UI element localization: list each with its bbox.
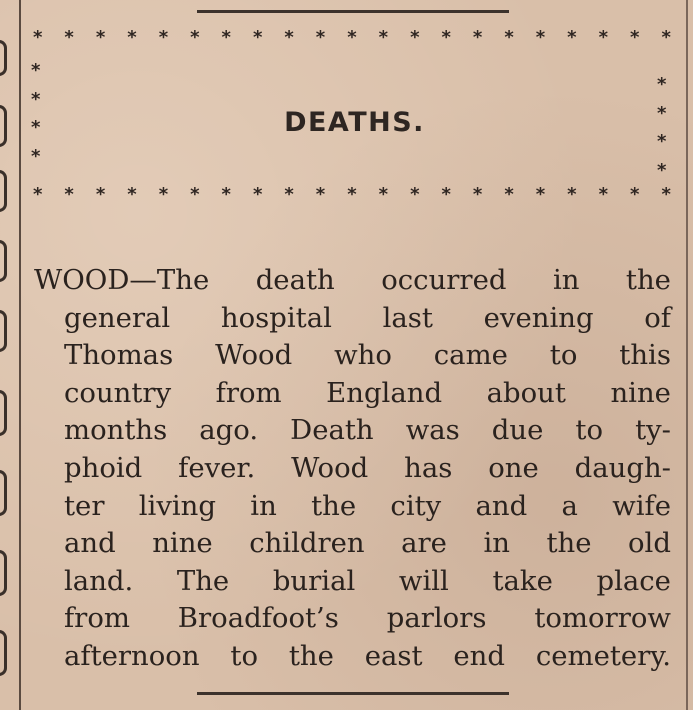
obituary-word: Thomas	[64, 339, 174, 372]
obituary-word: this	[619, 339, 671, 372]
obituary-word: evening	[483, 301, 594, 334]
letter-fragment	[0, 40, 7, 76]
obituary-word: England	[326, 376, 443, 409]
obituary-word: the	[546, 527, 592, 560]
obituary-word: land.	[64, 564, 134, 597]
obituary-word: in	[250, 489, 277, 522]
star-ornament: *	[31, 117, 41, 139]
obituary-word: due	[491, 414, 544, 447]
star-ornament: *	[252, 27, 263, 48]
obituary-word: to	[230, 639, 259, 672]
star-ornament: *	[472, 184, 483, 205]
star-ornament: *	[284, 184, 294, 205]
top-rule	[197, 10, 509, 13]
obituary-word: ty-	[635, 414, 671, 447]
star-ornament: *	[190, 184, 200, 205]
obituary-word: was	[405, 414, 460, 447]
star-ornament: *	[315, 184, 326, 205]
star-ornament: *	[221, 184, 231, 205]
bottom-rule	[197, 692, 509, 695]
letter-fragment	[0, 310, 7, 352]
obituary-word: of	[644, 301, 671, 334]
obituary-word: children	[249, 527, 365, 560]
star-ornament: *	[657, 159, 667, 181]
star-ornament: *	[127, 27, 137, 48]
star-ornament: *	[410, 27, 420, 48]
obituary-word: to	[549, 339, 578, 372]
star-ornament: *	[64, 27, 74, 48]
star-ornament: *	[252, 184, 263, 205]
obituary-word: nine	[610, 376, 671, 409]
obituary-word: death	[255, 264, 335, 296]
obituary-word: daugh-	[574, 451, 671, 484]
obituary-word: burial	[272, 564, 356, 597]
obituary-line	[34, 525, 671, 563]
star-ornament: *	[95, 184, 106, 205]
obituary-word: The	[176, 564, 230, 597]
obituary-word: tomorrow	[534, 602, 671, 635]
star-ornament: *	[378, 27, 389, 48]
star-ornament: *	[661, 184, 671, 205]
obituary-word: months	[64, 414, 168, 447]
star-ornament: *	[31, 145, 41, 167]
star-ornament: *	[190, 27, 200, 48]
obituary-word: WOOD—The	[34, 264, 210, 296]
obituary-word: will	[398, 564, 449, 597]
star-ornament: *	[33, 27, 43, 48]
star-ornament: *	[127, 184, 137, 205]
obituary-word: to	[575, 414, 604, 447]
obituary-line	[34, 412, 671, 450]
star-ornament: *	[567, 184, 577, 205]
obituary-word: nine	[152, 527, 213, 560]
star-border-top	[33, 29, 671, 47]
star-ornament: *	[535, 184, 546, 205]
obituary-word: old	[627, 527, 671, 560]
obituary-word: a	[561, 489, 578, 522]
star-ornament: *	[221, 27, 231, 48]
obituary-word: occurred	[381, 264, 507, 296]
star-ornament: *	[33, 184, 43, 205]
star-ornament: *	[657, 131, 667, 153]
star-ornament: *	[95, 27, 106, 48]
obituary-word: last	[382, 301, 433, 334]
star-ornament: *	[504, 27, 514, 48]
star-ornament: *	[657, 102, 667, 124]
star-border-bottom	[33, 186, 671, 204]
obituary-line	[34, 600, 671, 638]
star-ornament: *	[158, 27, 169, 48]
obituary-line	[34, 638, 671, 676]
obituary-word: the	[311, 489, 357, 522]
obituary-text	[34, 262, 671, 676]
obituary-word: came	[433, 339, 508, 372]
obituary-word: country	[64, 376, 172, 409]
letter-fragment	[0, 240, 7, 282]
obituary-word: Broadfoot’s	[177, 602, 339, 635]
star-ornament: *	[661, 27, 671, 48]
obituary-word: place	[596, 564, 671, 597]
star-ornament: *	[410, 184, 420, 205]
obituary-line	[34, 337, 671, 375]
obituary-word: east	[364, 639, 423, 672]
letter-fragment	[0, 390, 7, 436]
obituary-line	[34, 488, 671, 526]
obituary-line	[34, 375, 671, 413]
obituary-line	[34, 262, 671, 300]
star-ornament: *	[630, 184, 640, 205]
star-ornament: *	[657, 74, 667, 95]
star-ornament: *	[504, 184, 514, 205]
obituary-word: from	[64, 602, 130, 635]
star-ornament: *	[535, 27, 546, 48]
star-ornament: *	[472, 27, 483, 48]
obituary-word: who	[334, 339, 392, 372]
star-ornament: *	[315, 27, 326, 48]
star-ornament: *	[598, 184, 609, 205]
obituary-word: hospital	[220, 301, 332, 334]
obituary-word: ter	[64, 489, 105, 522]
obituary-word: the	[288, 639, 334, 672]
obituary-word: and	[475, 489, 528, 522]
obituary-word: city	[390, 489, 442, 522]
obituary-line	[34, 450, 671, 488]
star-ornament: *	[598, 27, 609, 48]
star-ornament: *	[347, 184, 357, 205]
obituary-word: ago.	[199, 414, 259, 447]
obituary-line	[34, 563, 671, 601]
obituary-word: wife	[612, 489, 671, 522]
section-heading-text: DEATHS.	[284, 107, 425, 138]
section-heading	[0, 102, 693, 138]
obituary-word: Death	[290, 414, 374, 447]
obituary-word: and	[64, 527, 116, 560]
star-ornament: *	[567, 27, 577, 48]
obituary-word: take	[492, 564, 553, 597]
star-ornament: *	[64, 184, 74, 205]
star-ornament: *	[441, 184, 451, 205]
star-ornament: *	[630, 27, 640, 48]
letter-fragment	[0, 470, 7, 516]
obituary-word: has	[404, 451, 453, 484]
star-ornament: *	[347, 27, 357, 48]
obituary-word: in	[483, 527, 510, 560]
obituary-word: in	[552, 264, 580, 296]
obituary-word: the	[625, 264, 671, 296]
letter-fragment	[0, 550, 7, 596]
obituary-word: living	[138, 489, 217, 522]
obituary-word: general	[64, 301, 171, 334]
obituary-word: one	[488, 451, 539, 484]
star-ornament: *	[158, 184, 169, 205]
star-ornament: *	[441, 27, 451, 48]
letter-fragment	[0, 170, 7, 212]
obituary-word: from	[215, 376, 282, 409]
obituary-word: parlors	[386, 602, 487, 635]
letter-fragment	[0, 630, 7, 676]
obituary-word: cemetery.	[535, 639, 671, 672]
star-ornament: *	[31, 60, 41, 81]
obituary-word: about	[486, 376, 566, 409]
obituary-word: phoid	[64, 451, 143, 484]
obituary-word: fever.	[178, 451, 256, 484]
obituary-word: Wood	[291, 451, 369, 484]
obituary-word: are	[401, 527, 447, 560]
obituary-word: Wood	[215, 339, 293, 372]
obituary-line	[34, 300, 671, 338]
star-ornament: *	[378, 184, 389, 205]
star-ornament: *	[284, 27, 294, 48]
star-ornament: *	[31, 88, 41, 110]
obituary-word: afternoon	[64, 639, 200, 672]
obituary-word: end	[453, 639, 505, 672]
